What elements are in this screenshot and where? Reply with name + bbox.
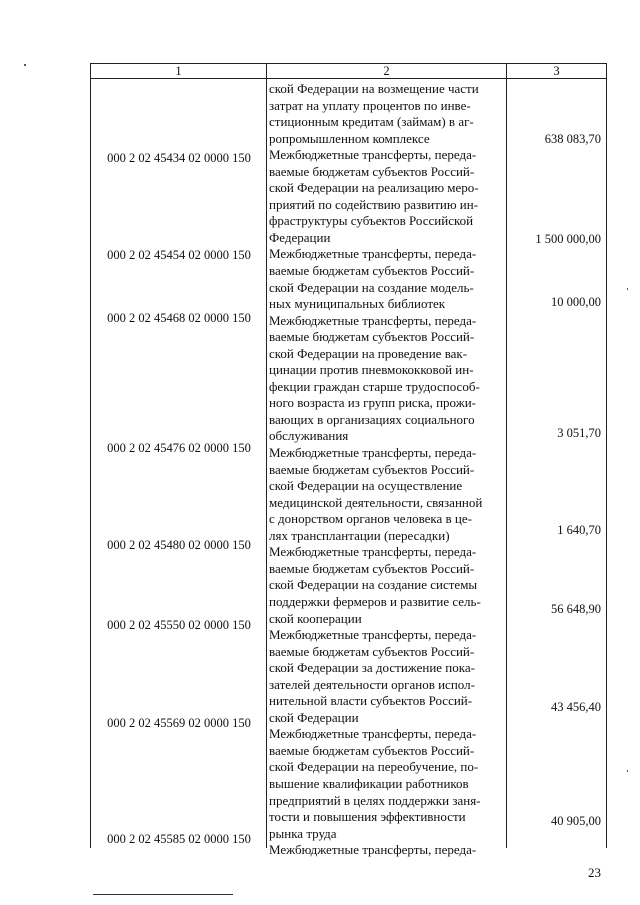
description-line: ской Федерации на создание системы [269,577,478,593]
description-line: предприятий в целях поддержки заня- [269,792,481,808]
description-line: ваемые бюджетам субъектов Россий- [269,263,475,279]
description-line: ного возраста из групп риска, прожи- [269,395,476,411]
description-line: Межбюджетные трансферты, переда- [269,726,477,742]
description-line: Межбюджетные трансферты, переда- [269,312,477,328]
amount-cell: 56 648,90 [551,602,601,616]
description-line: фекции граждан старше трудоспособ- [269,378,480,394]
description-column [269,81,503,859]
budget-table [90,63,607,858]
amount-cell: 1 640,70 [557,523,601,537]
description-line: зателей деятельности органов испол- [269,676,475,692]
description-line: ской Федерации на создание модель- [269,279,474,295]
column-divider [506,64,507,848]
code-cell: 000 2 02 45480 02 0000 150 [107,538,251,552]
code-cell: 000 2 02 45434 02 0000 150 [107,151,251,165]
scan-speck [627,770,628,772]
amount-cell: 40 905,00 [551,814,601,828]
footnote-rule [93,894,233,895]
description-line: ской Федерации на переобучение, по- [269,759,479,775]
description-line: вышение квалификации работников [269,775,469,791]
description-line: затрат на уплату процентов по инве- [269,97,471,113]
description-line: Межбюджетные трансферты, переда- [269,147,477,163]
description-line: Межбюджетные трансферты, переда- [269,842,477,858]
description-line: ваемые бюджетам субъектов Россий- [269,560,475,576]
description-line: поддержки фермеров и развитие сель- [269,593,481,609]
description-line: вающих в организациях социального [269,411,475,427]
description-line: рынка труда [269,825,337,841]
description-line: ваемые бюджетам субъектов Россий- [269,163,475,179]
description-line: ваемые бюджетам субъектов Россий- [269,329,475,345]
amount-cell: 43 456,40 [551,700,601,714]
description-line: ваемые бюджетам субъектов Россий- [269,461,475,477]
amount-cell: 1 500 000,00 [535,232,601,246]
description-line: стиционным кредитам (займам) в аг- [269,114,474,130]
description-line: Федерации [269,229,331,245]
code-cell: 000 2 02 45569 02 0000 150 [107,716,251,730]
description-line: ской Федерации на возмещение части [269,81,479,96]
description-line: ропромышленном комплексе [269,130,430,146]
code-cell: 000 2 02 45550 02 0000 150 [107,618,251,632]
description-line: фраструктуры субъектов Российской [269,213,474,229]
description-line: ской кооперации [269,610,362,626]
description-line: Межбюджетные трансферты, переда- [269,445,477,461]
column-header-1: 1 [175,64,182,78]
description-line: Межбюджетные трансферты, переда- [269,544,477,560]
scan-speck [24,64,26,66]
description-line: Межбюджетные трансферты, переда- [269,627,477,643]
page-number: 23 [588,865,601,880]
description-line: ской Федерации за достижение пока- [269,660,475,676]
description-line: нительной власти субъектов Россий- [269,693,473,709]
amount-cell: 3 051,70 [557,426,601,440]
description-line: приятий по содействию развитию ин- [269,196,479,212]
description-line: ваемые бюджетам субъектов Россий- [269,643,475,659]
description-line: ской Федерации на реализацию меро- [269,180,479,196]
description-line: медицинской деятельности, связанной [269,494,483,510]
column-header-2: 2 [383,64,390,78]
header-divider [91,78,606,79]
description-line: тости и повышения эффективности [269,809,466,825]
column-divider [266,64,267,848]
description-line: цинации против пневмококковой ин- [269,362,474,378]
description-line: ской Федерации на проведение вак- [269,345,468,361]
amount-cell: 10 000,00 [551,295,601,309]
description-line: Межбюджетные трансферты, переда- [269,246,477,262]
description-line: лях трансплантации (пересадки) [269,527,450,543]
description-line: ных муниципальных библиотек [269,296,446,312]
amount-cell: 638 083,70 [544,132,601,146]
description-line: ваемые бюджетам субъектов Россий- [269,742,475,758]
description-line: ской Федерации на осуществление [269,478,463,494]
code-cell: 000 2 02 45585 02 0000 150 [107,832,251,846]
description-line: с донорством органов человека в це- [269,511,472,527]
column-header-3: 3 [553,64,560,78]
code-cell: 000 2 02 45476 02 0000 150 [107,441,251,455]
description-line: ской Федерации [269,709,359,725]
description-line: обслуживания [269,428,349,444]
code-cell: 000 2 02 45454 02 0000 150 [107,248,251,262]
code-cell: 000 2 02 45468 02 0000 150 [107,311,251,325]
scan-speck [627,288,628,290]
